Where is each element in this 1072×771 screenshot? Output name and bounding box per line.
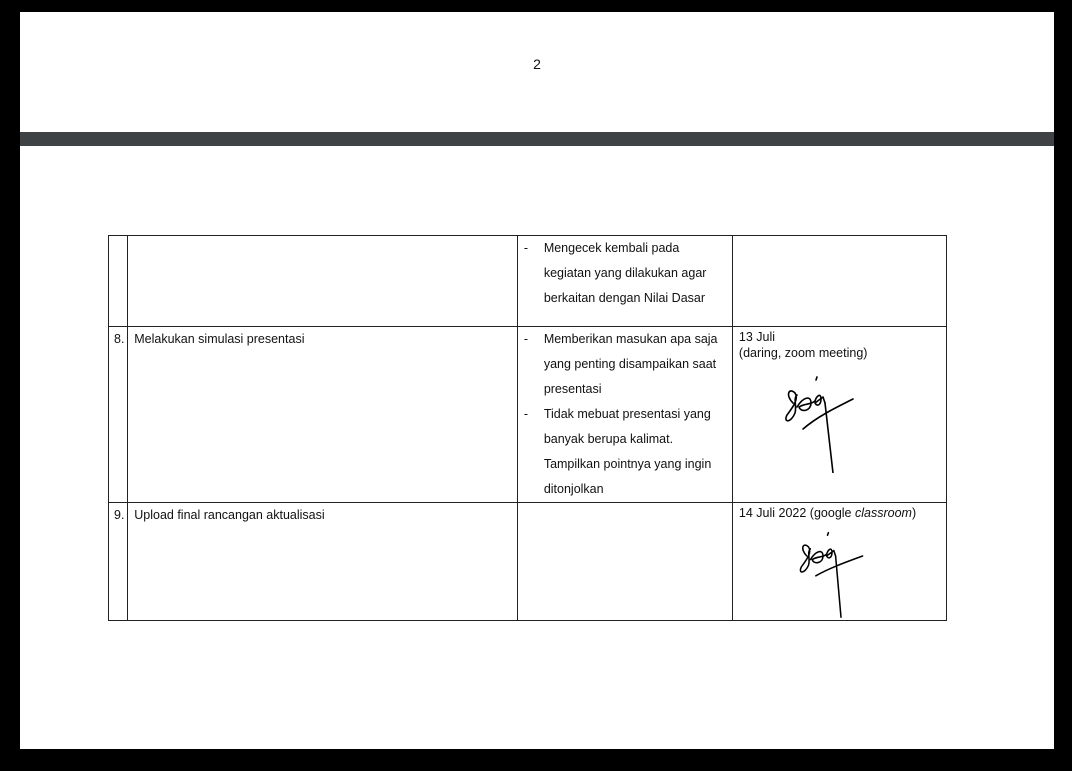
table-row	[109, 236, 947, 327]
date-text: 13 Juli	[738, 330, 776, 344]
list-item: - Tidak mebuat presentasi yang banyak berupa kalimat. Tampilkan pointnya yang ingin ditonjolkan	[524, 402, 726, 502]
activity-cell	[128, 236, 518, 327]
schedule-table	[108, 235, 947, 621]
list-item: - Memberikan masukan apa saja yang penting disampaikan saat presentasi	[524, 327, 726, 402]
time-cell	[732, 236, 946, 327]
row-number: 8.	[109, 327, 128, 503]
outputs-cell	[517, 236, 732, 327]
signature-image	[795, 529, 869, 619]
table-row	[109, 327, 947, 503]
page-body	[20, 146, 1054, 749]
platform-text: classroom	[854, 506, 912, 520]
output-list	[524, 327, 726, 502]
time-text	[739, 503, 940, 521]
output-list	[524, 236, 726, 311]
time-cell	[732, 327, 946, 503]
time-text	[739, 327, 940, 361]
time-cell	[732, 503, 946, 621]
outputs-cell	[517, 503, 732, 621]
page-number: 2	[533, 56, 541, 72]
page-header-area	[20, 12, 1054, 132]
outputs-cell	[517, 327, 732, 503]
activity-cell: Melakukan simulasi presentasi	[128, 327, 518, 503]
signature-image	[781, 373, 861, 473]
row-number	[109, 236, 128, 327]
page-divider	[20, 132, 1054, 146]
list-item: - Mengecek kembali pada kegiatan yang dilakukan agar berkaitan dengan Nilai Dasar	[524, 236, 726, 311]
table-row	[109, 503, 947, 621]
row-number: 9.	[109, 503, 128, 621]
mode-text: (daring, zoom meeting)	[738, 346, 868, 360]
date-text-suffix: )	[911, 506, 917, 520]
activity-cell: Upload final rancangan aktualisasi	[128, 503, 518, 621]
date-text: 14 Juli 2022 (google	[738, 506, 855, 520]
